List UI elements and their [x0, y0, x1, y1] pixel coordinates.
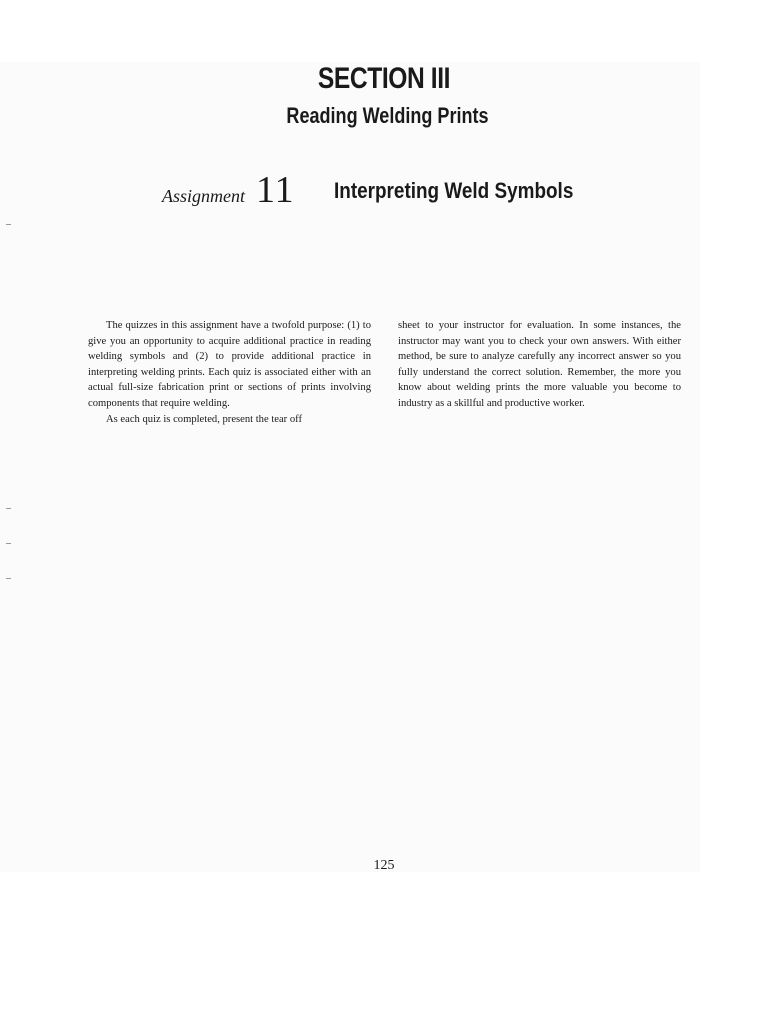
right-column: [398, 318, 681, 412]
assignment-number: 11: [256, 169, 295, 211]
assignment-heading: [0, 168, 768, 214]
paragraph: As each quiz is completed, present the tear off: [106, 413, 303, 425]
paragraph: The quizzes in this assignment have a twofold purpose: (1) to give you an opportunity to acquire additional practice in reading welding symbols and (2) to provide additional practice in interpreting welding prints. Each quiz is associated either with an actual full-size fabrication print or sections of prints involving components that require welding.: [88, 320, 371, 409]
assignment-title: Interpreting Weld Symbols: [334, 178, 574, 203]
left-column: [88, 318, 371, 427]
page-number: 125: [373, 858, 395, 873]
section-subtitle: Reading Welding Prints: [286, 103, 489, 128]
scan-edge-mark: [6, 224, 11, 225]
scan-edge-mark: [6, 508, 11, 509]
scan-edge-mark: [6, 543, 11, 544]
paragraph: sheet to your instructor for evaluation. In some instances, the instructor may want you to check your own answers. With either method, be sure to analyze carefully any incorrect answer so you fully understand the correct solution. Remember, the more you know about welding prints the more valuable you become to industry as a skillful and productive worker.: [398, 320, 681, 409]
section-title: SECTION III: [317, 62, 451, 95]
assignment-label: Assignment: [162, 186, 245, 206]
scan-edge-mark: [6, 578, 11, 579]
